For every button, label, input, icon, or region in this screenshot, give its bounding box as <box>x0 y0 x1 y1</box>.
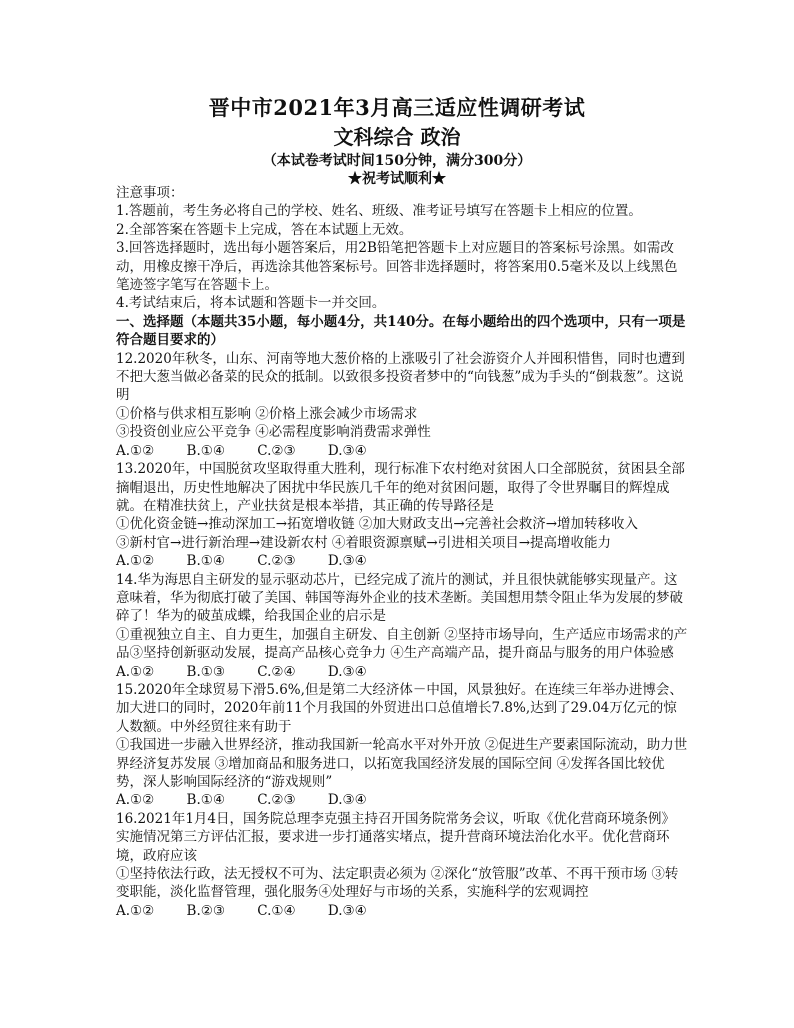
answer-choice: C.②③ <box>257 792 296 809</box>
question-stem: 13.2020年，中国脱贫攻坚取得重大胜利，现行标准下农村绝对贫困人口全部脱贫，贫困县全部摘帽退出，历史性地解决了困扰中华民族几千年的绝对贫困问题，取得了令世界瞩目的辉煌成就。在精准扶贫上，产业扶贫是根本举措，其正确的传导路径是 <box>116 461 685 514</box>
notice-item: 3.回答选择题时，选出每小题答案后，用2B铅笔把答题卡上对应题目的答案标号涂黑。如需改动，用橡皮擦干净后，再选涂其他答案标号。回答非选择题时，将答案用0.5毫米及以上线黑色笔迹签字笔写在答题卡上。 <box>116 240 678 294</box>
answer-choice: D.③④ <box>327 902 367 919</box>
answer-choice: B.①③ <box>186 663 225 680</box>
answer-choices <box>116 442 688 460</box>
question-option: ③投资创业应公平竞争 ④必需程度影响消费需求弹性 <box>116 424 431 441</box>
answer-choice: B.①④ <box>186 553 225 570</box>
question-option: ①价格与供求相互影响 ②价格上涨会减少市场需求 <box>116 405 418 422</box>
answer-choice: D.③④ <box>327 553 367 570</box>
notice-heading: 注意事项： <box>116 185 184 201</box>
answer-choice: C.①④ <box>257 902 296 919</box>
answer-choices <box>116 902 688 920</box>
exam-title: 晋中市2021年3月高三适应性调研考试 <box>208 95 586 120</box>
answer-choice: B.①④ <box>186 442 225 459</box>
answer-choice: C.②④ <box>257 663 296 680</box>
section-heading: 一、选择题（本题共35小题，每小题4分，共140分。在每小题给出的四个选项中，只有一项是符合题目要求的） <box>116 313 686 349</box>
answer-choice: A.①② <box>116 663 155 680</box>
question-stem: 14.华为海思自主研发的显示驱动芯片，已经完成了流片的测试，并且很快就能够实现量产。这意味着，华为彻底打破了美国、韩国等海外企业的技术垄断。美国想用禁令阻止华为发展的梦破碎了！华为的破茧成蝶，给我国企业的启示是 <box>116 571 683 625</box>
answer-choice: D.③④ <box>327 663 367 680</box>
question-option: ①重视独立自主、自力更生，加强自主研发、自主创新 ②坚持市场导向，生产适应市场需求的产品③坚持创新驱动发展，提高产品核心竞争力 ④生产高端产品，提升商品与服务的用户体验感 <box>116 626 688 662</box>
answer-choices <box>116 552 688 570</box>
exam-subtitle: 文科综合 政治 <box>333 125 461 149</box>
notice-item: 4.考试结束后，将本试题和答题卡一并交回。 <box>116 295 386 312</box>
question-stem: 12.2020年秋冬，山东、河南等地大葱价格的上涨吸引了社会游资介人并囤积惜售，同时也遭到不把大葱当做必备菜的民众的抵制。以致很多投资者梦中的“向钱葱”成为手头的“倒栽葱”。这说明 <box>116 350 685 404</box>
question-option: ①优化资金链→推动深加工→拓宽增收链 ②加大财政支出→完善社会救济→增加转移收入 <box>116 516 639 533</box>
answer-choices <box>116 791 688 809</box>
answer-choice: A.①② <box>116 792 155 809</box>
exam-info: （本试卷考试时间150分钟，满分300分） <box>262 153 532 169</box>
notice-item: 1.答题前，考生务必将自己的学校、姓名、班级、准考证号填写在答题卡上相应的位置。 <box>116 203 642 220</box>
question-option: ③新村官→进行新治理→建设新农村 ④着眼资源禀赋→引进相关项目→提高增收能力 <box>116 534 612 551</box>
answer-choices <box>116 663 688 681</box>
exam-wish: ★祝考试顺利★ <box>348 171 446 187</box>
answer-choice: B.①④ <box>186 792 225 809</box>
notice-item: 2.全部答案在答题卡上完成，答在本试题上无效。 <box>116 221 413 238</box>
question-stem: 15.2020年全球贸易下滑5.6%,但是第二大经济体－中国，风景独好。在连续三年举办进博会、加大进口的同时，2020年前11个月我国的外贸进出口总值增长7.8%,达到了29.04万亿元的惊人数额。中外经贸往来有助于 <box>116 681 683 735</box>
question-stem: 16.2021年1月4日，国务院总理李克强主持召开国务院常务会议，听取《优化营商环境条例》实施情况第三方评估汇报，要求进一步打通落实堵点，提升营商环境法治化水平。优化营商环境，政府应该 <box>116 810 676 864</box>
question-option: ①我国进一步融入世界经济，推动我国新一轮高水平对外开放 ②促进生产要素国际流动，助力世界经济复苏发展 ③增加商品和服务进口，以拓宽我国经济发展的国际空间 ④发挥各国比较优势，深人影响国际经济的“游戏规则” <box>116 737 688 790</box>
answer-choice: C.②③ <box>257 442 296 459</box>
answer-choice: C.②③ <box>257 553 296 570</box>
answer-choice: B.②③ <box>186 902 225 919</box>
answer-choice: A.①② <box>116 902 155 919</box>
exam-body <box>116 184 688 920</box>
answer-choice: A.①② <box>116 553 155 570</box>
question-option: ①坚持依法行政，法无授权不可为、法定职责必须为 ②深化“放管服”改革、不再干预市场 ③转变职能，淡化监督管理，强化服务④处理好与市场的关系，实施科学的宏观调控 <box>116 866 679 901</box>
answer-choice: D.③④ <box>327 792 367 809</box>
answer-choice: D.③④ <box>327 442 367 459</box>
answer-choice: A.①② <box>116 442 155 459</box>
